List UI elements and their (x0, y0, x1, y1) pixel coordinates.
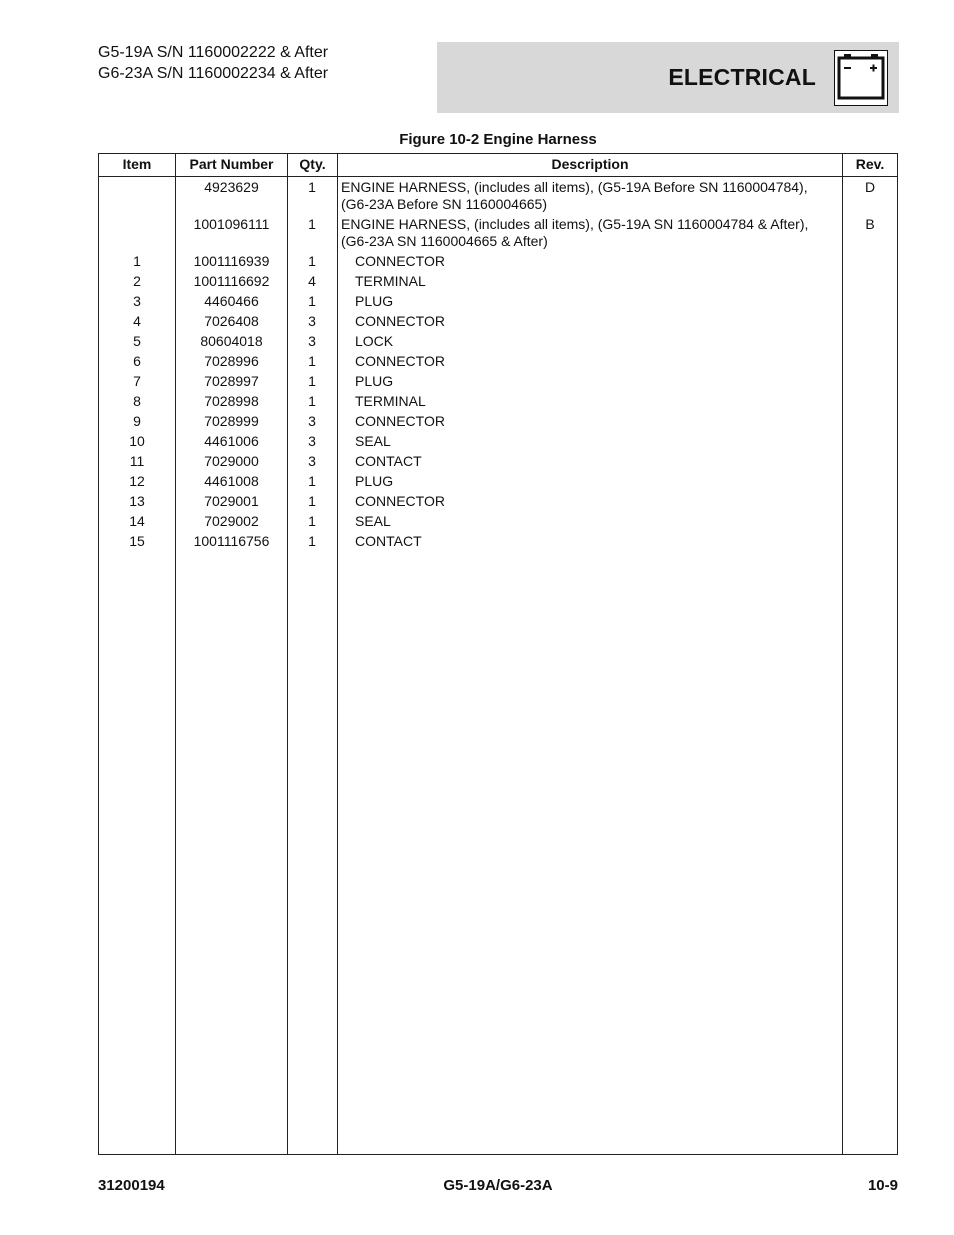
description: PLUG (355, 293, 394, 309)
quantity: 1 (308, 373, 316, 389)
section-banner (437, 42, 899, 113)
part-number: 80604018 (200, 333, 263, 349)
item-number: 2 (133, 273, 141, 289)
table-row (99, 431, 897, 451)
description (341, 216, 841, 250)
column-header-qty: Qty. (299, 156, 326, 172)
part-number: 7028998 (204, 393, 259, 409)
quantity: 3 (308, 433, 316, 449)
item-number: 12 (129, 473, 145, 489)
quantity: 1 (308, 353, 316, 369)
quantity: 4 (308, 273, 316, 289)
part-number: 4460466 (204, 293, 259, 309)
quantity: 3 (308, 313, 316, 329)
table-row (99, 531, 897, 551)
quantity: 1 (308, 216, 316, 232)
part-number: 7028997 (204, 373, 259, 389)
quantity: 1 (308, 533, 316, 549)
section-title: ELECTRICAL (668, 64, 816, 90)
item-number: 8 (133, 393, 141, 409)
item-number: 15 (129, 533, 145, 549)
description: SEAL (355, 513, 391, 529)
part-number: 1001096111 (193, 216, 270, 232)
table-row (99, 271, 897, 291)
model-serial-header (98, 42, 328, 84)
quantity: 1 (308, 493, 316, 509)
footer-models: G5-19A/G6-23A (443, 1177, 553, 1194)
table-row (99, 311, 897, 331)
item-number: 5 (133, 333, 141, 349)
part-number: 7028999 (204, 413, 259, 429)
description: CONNECTOR (355, 313, 445, 329)
description: LOCK (355, 333, 394, 349)
footer-doc-number: 31200194 (98, 1177, 165, 1194)
part-number: 4461008 (204, 473, 259, 489)
part-number: 1001116692 (193, 273, 270, 289)
quantity: 1 (308, 253, 316, 269)
description-line-1: ENGINE HARNESS, (includes all items), (G5-19A Before SN 1160004784), (341, 179, 808, 195)
revision: D (864, 179, 876, 195)
revision: B (865, 216, 875, 232)
description: TERMINAL (355, 393, 426, 409)
quantity: 1 (308, 179, 316, 195)
description: PLUG (355, 373, 394, 389)
model-line-1: G5-19A S/N 1160002222 & After (98, 44, 329, 61)
description: CONNECTOR (355, 413, 445, 429)
quantity: 3 (308, 453, 316, 469)
table-row (99, 351, 897, 371)
description: TERMINAL (355, 273, 426, 289)
description: CONNECTOR (355, 493, 445, 509)
quantity: 1 (308, 393, 316, 409)
column-header-part-number: Part Number (189, 156, 274, 172)
item-number: 10 (129, 433, 145, 449)
table-row (99, 251, 897, 271)
part-number: 1001116756 (193, 533, 270, 549)
parts-table-body (99, 177, 897, 551)
part-number: 4923629 (204, 179, 259, 195)
quantity: 1 (308, 293, 316, 309)
table-row (99, 214, 897, 251)
table-row (99, 391, 897, 411)
part-number: 7026408 (204, 313, 259, 329)
column-header-item: Item (122, 156, 152, 172)
figure-title: Figure 10-2 Engine Harness (399, 131, 597, 148)
item-number: 13 (129, 493, 145, 509)
part-number: 4461006 (204, 433, 259, 449)
description: CONNECTOR (355, 253, 445, 269)
column-header-description: Description (551, 156, 629, 172)
description: CONNECTOR (355, 353, 445, 369)
quantity: 1 (308, 473, 316, 489)
table-row (99, 511, 897, 531)
table-row (99, 331, 897, 351)
part-number: 1001116939 (193, 253, 270, 269)
battery-icon (834, 50, 888, 106)
description: CONTACT (355, 533, 422, 549)
table-row (99, 471, 897, 491)
description: SEAL (355, 433, 391, 449)
parts-table (98, 153, 898, 1155)
column-header-rev: Rev. (855, 156, 885, 172)
table-row (99, 491, 897, 511)
model-line-2: G6-23A S/N 1160002234 & After (98, 65, 329, 82)
quantity: 1 (308, 513, 316, 529)
description: CONTACT (355, 453, 422, 469)
table-row (99, 451, 897, 471)
item-number: 9 (133, 413, 141, 429)
table-row (99, 411, 897, 431)
item-number: 3 (133, 293, 141, 309)
description-line-2: (G6-23A SN 1160004665 & After) (341, 233, 548, 249)
part-number: 7029000 (204, 453, 259, 469)
description (341, 179, 841, 213)
item-number: 6 (133, 353, 141, 369)
description-line-2: (G6-23A Before SN 1160004665) (341, 196, 547, 212)
item-number: 7 (133, 373, 141, 389)
table-row (99, 177, 897, 214)
description: PLUG (355, 473, 394, 489)
quantity: 3 (308, 333, 316, 349)
part-number: 7029001 (204, 493, 259, 509)
item-number: 11 (129, 453, 145, 469)
description-line-1: ENGINE HARNESS, (includes all items), (G5-19A SN 1160004784 & After), (341, 216, 809, 232)
footer-page-number: 10-9 (867, 1177, 898, 1194)
table-row (99, 291, 897, 311)
item-number: 14 (129, 513, 145, 529)
item-number: 1 (133, 253, 141, 269)
quantity: 3 (308, 413, 316, 429)
item-number: 4 (133, 313, 141, 329)
table-row (99, 371, 897, 391)
part-number: 7029002 (204, 513, 259, 529)
part-number: 7028996 (204, 353, 259, 369)
